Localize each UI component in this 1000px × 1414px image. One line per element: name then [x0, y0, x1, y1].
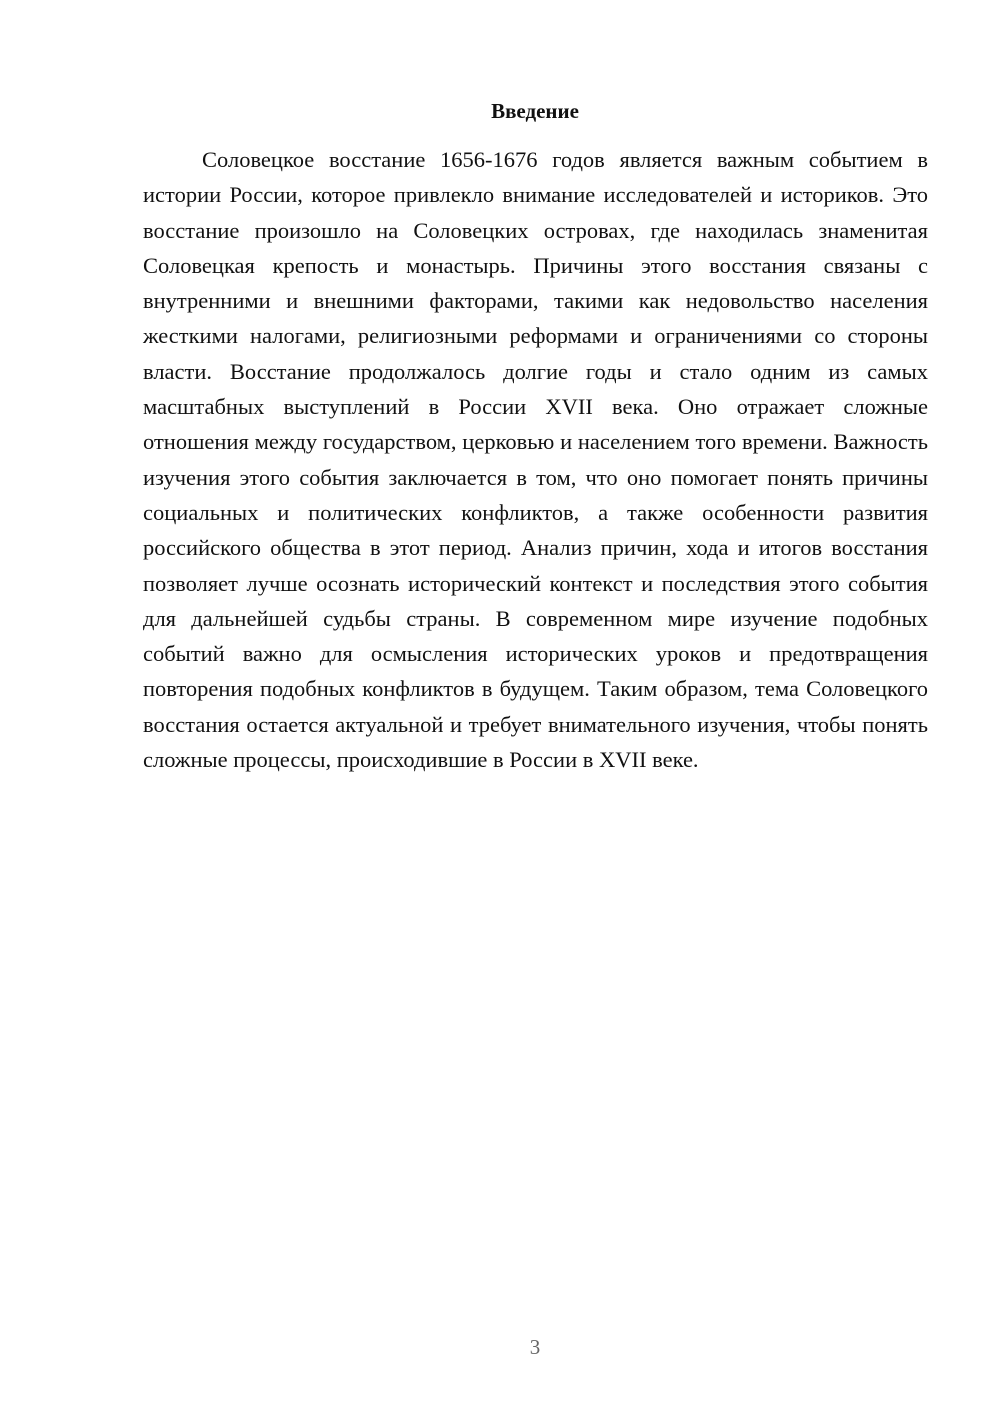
page-number: 3	[529, 1335, 541, 1359]
body-paragraph: Соловецкое восстание 1656-1676 годов является важным событием в истории России, которое привлекло внимание исследователей и историков. Это восстание произошло на Соловецких островах, где находилась знаменитая Соловецкая крепость и монастырь. Причины этого восстания связаны с внутренними и внешними факторами, такими как недовольство населения жесткими налогами, религиозными реформами и ограничениями со стороны власти. Восстание продолжалось долгие годы и стало одним из самых масштабных выступлений в России XVII века. Оно отражает сложные отношения между государством, церковью и населением того времени. Важность изучения этого события заключается в том, что оно помогает понять причины социальных и политических конфликтов, а также особенности развития российского общества в этот период. Анализ причин, хода и итогов восстания позволяет лучше осознать исторический контекст и последствия этого события для дальнейшей судьбы страны. В современном мире изучение подобных событий важно для осмысления исторических уроков и предотвращения повторения подобных конфликтов в будущем. Таким образом, тема Соловецкого восстания остается актуальной и требует внимательного изучения, чтобы понять сложные процессы, происходившие в России в XVII веке.	[143, 147, 928, 773]
section-title: Введение	[491, 99, 579, 123]
